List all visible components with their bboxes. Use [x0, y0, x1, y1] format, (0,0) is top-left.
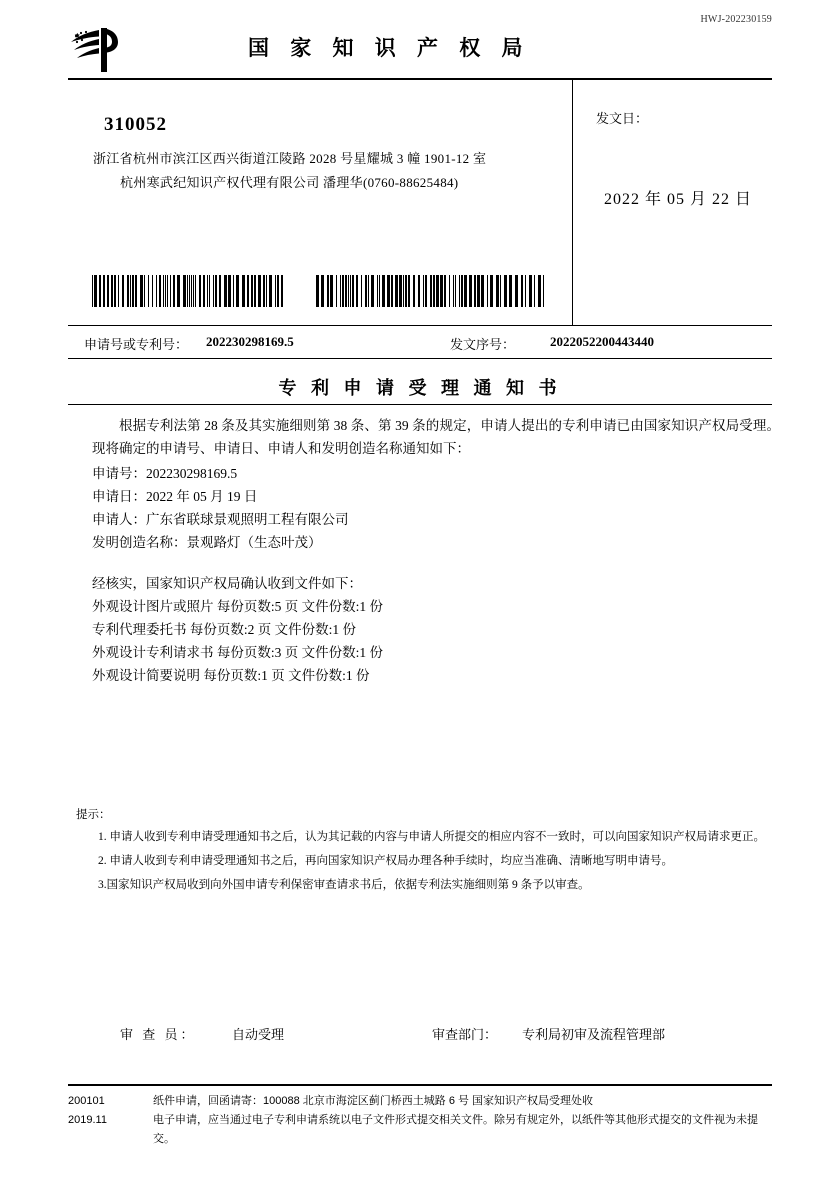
received-document-item: 外观设计简要说明 每份页数:1 页 文件份数:1 份	[92, 668, 370, 683]
department-value: 专利局初审及流程管理部	[522, 1027, 666, 1042]
body-spacer	[92, 554, 780, 572]
department-label: 审查部门：	[432, 1027, 498, 1042]
field-application-number: 申请号：202230298169.5	[92, 466, 238, 481]
document-body	[92, 414, 780, 687]
page-title: 专 利 申 请 受 理 通 知 书	[278, 378, 562, 398]
field-invention-title: 发明创造名称：景观路灯（生态叶茂）	[92, 535, 322, 550]
notes-section	[76, 805, 776, 899]
divider-mid	[68, 325, 772, 326]
footer-line-2: 电子申请，应当通过电子专利申请系统以电子文件形式提交相关文件。除另有规定外，以纸件等其他形式提交的文件视为未提交。	[153, 1114, 758, 1145]
received-document-item: 外观设计专利请求书 每份页数:3 页 文件份数:1 份	[92, 645, 384, 660]
application-number-label: 申请号或专利号：	[84, 337, 189, 352]
barcode-right	[316, 275, 544, 307]
examiner-value: 自动受理	[232, 1027, 285, 1042]
footer-line-1: 纸件申请，回函请寄：100088 北京市海淀区蓟门桥西土城路 6 号 国家知识产权局受理处收	[153, 1095, 594, 1107]
dispatch-sequence-label: 发文序号：	[450, 337, 516, 352]
footer-code-1: 200101	[68, 1095, 105, 1107]
divider-vertical	[572, 78, 573, 325]
divider-below-appno	[68, 358, 772, 359]
received-documents-intro: 经核实，国家知识产权局确认收到文件如下：	[92, 576, 362, 591]
received-document-item: 专利代理委托书 每份页数:2 页 文件份数:1 份	[92, 622, 357, 637]
divider-below-title	[68, 404, 772, 405]
examiner-label: 审 查 员：	[120, 1027, 197, 1042]
issue-date-value: 2022 年 05 月 22 日	[604, 191, 753, 208]
field-applicant: 申请人：广东省联球景观照明工程有限公司	[92, 512, 349, 527]
barcode-left	[92, 275, 284, 307]
note-item: 1. 申请人收到专利申请受理通知书之后，认为其记载的内容与申请人所提交的相应内容不一致时，可以向国家知识产权局请求更正。	[98, 831, 765, 843]
application-number-value: 202230298169.5	[206, 334, 294, 349]
footer-code-2: 2019.11	[68, 1114, 107, 1126]
body-paragraph-1: 根据专利法第 28 条及其实施细则第 38 条、第 39 条的规定，申请人提出的专利申请已由国家知识产权局受理。现将确定的申请号、申请日、申请人和发明创造名称通知如下：	[92, 418, 780, 456]
dispatch-sequence-value: 2022052200443440	[550, 334, 654, 349]
notes-title: 提示：	[76, 809, 111, 821]
postal-code: 310052	[104, 114, 167, 135]
note-item: 3.国家知识产权局收到向外国申请专利保密审查请求书后，依据专利法实施细则第 9 条予以审查。	[98, 879, 590, 891]
divider-footer	[68, 1084, 772, 1086]
organization-title: 国 家 知 识 产 权 局	[248, 36, 531, 60]
address-line-1: 浙江省杭州市滨江区西兴街道江陵路 2028 号星耀城 3 幢 1901-12 室	[93, 151, 487, 166]
address-line-2: 杭州寒武纪知识产权代理有限公司 潘理华(0760-88625484)	[120, 175, 459, 190]
footer-codes	[68, 1092, 148, 1130]
issue-date-label: 发文日：	[596, 111, 649, 126]
sipo-emblem-logo	[68, 26, 120, 74]
divider-top	[68, 78, 772, 80]
footer-text	[153, 1092, 778, 1149]
document-code: HWJ-202230159	[700, 14, 772, 25]
received-document-item: 外观设计图片或照片 每份页数:5 页 文件份数:1 份	[92, 599, 384, 614]
field-application-date: 申请日：2022 年 05 月 19 日	[92, 489, 258, 504]
note-item: 2. 申请人收到专利申请受理通知书之后，再向国家知识产权局办理各种手续时，均应当准确、清晰地写明申请号。	[98, 855, 673, 867]
document-header	[68, 26, 772, 76]
